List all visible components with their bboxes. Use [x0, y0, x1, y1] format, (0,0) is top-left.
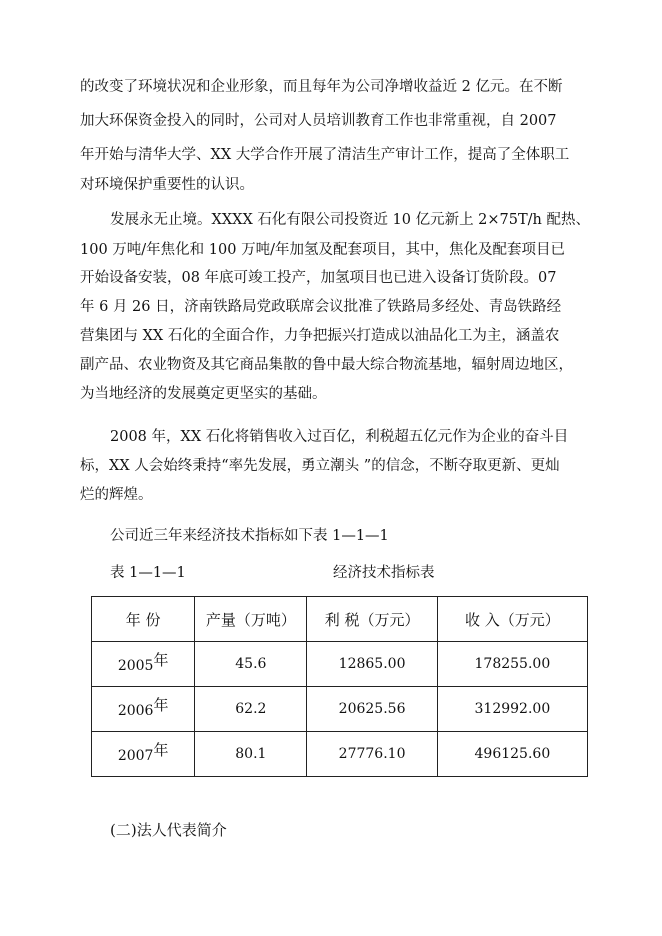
year-value: 2006	[117, 702, 154, 719]
cell-output: 80.1	[195, 732, 307, 777]
cell-income: 312992.00	[437, 687, 587, 732]
paragraph-line: 年 6 月 26 日，济南铁路局党政联席会议批准了铁路局多经处、青岛铁路经	[80, 299, 562, 315]
economic-indicators-table	[91, 596, 588, 777]
paragraph-line: 标，XX 人会始终秉持“率先发展，勇立潮头 ”的信念，不断夺取更新、更灿	[80, 458, 560, 474]
table-title: 经济技术指标表	[333, 565, 435, 581]
cell-income: 178255.00	[437, 642, 587, 687]
cell-tax: 27776.10	[307, 732, 437, 777]
year-suffix: 年	[153, 740, 169, 759]
cell-year	[92, 687, 195, 732]
paragraph-line: 烂的辉煌。	[80, 487, 153, 503]
paragraph-line: 对环境保护重要性的认识。	[80, 177, 254, 193]
paragraph-line: 副产品、农业物资及其它商品集散的鲁中最大综合物流基地，辐射周边地区，	[80, 357, 573, 373]
header-output: 产量（万吨）	[195, 597, 307, 642]
cell-year	[92, 732, 195, 777]
cell-year	[92, 642, 195, 687]
paragraph-line: 为当地经济的发展奠定更坚实的基础。	[80, 386, 327, 402]
paragraph-line: 发展永无止境。XXXX 石化有限公司投资近 10 亿元新上 2×75T/h 配热、	[110, 212, 591, 228]
cell-tax: 12865.00	[307, 642, 437, 687]
paragraph-line: 开始设备安装，08 年底可竣工投产，加氢项目也已进入设备订货阶段。07	[80, 270, 557, 286]
paragraph-line: 年开始与清华大学、XX 大学合作开展了清洁生产审计工作，提高了全体职工	[80, 147, 570, 163]
table-row	[92, 642, 588, 687]
paragraph-line: 2008 年，XX 石化将销售收入过百亿，利税超五亿元作为企业的奋斗目	[110, 429, 569, 445]
section-heading: (二)法人代表简介	[110, 821, 227, 839]
year-suffix: 年	[153, 695, 169, 714]
table-intro-text: 公司近三年来经济技术指标如下表 1—1—1	[110, 528, 389, 544]
header-income: 收 入（万元）	[437, 597, 587, 642]
year-value: 2005	[117, 657, 154, 674]
cell-output: 45.6	[195, 642, 307, 687]
table-row	[92, 687, 588, 732]
cell-tax: 20625.56	[307, 687, 437, 732]
paragraph-line: 100 万吨/年焦化和 100 万吨/年加氢及配套项目，其中，焦化及配套项目已	[80, 242, 565, 258]
paragraph-line: 的改变了环境状况和企业形象，而且每年为公司净增收益近 2 亿元。在不断	[80, 79, 563, 95]
header-year: 年 份	[92, 597, 195, 642]
header-tax: 利 税（万元）	[307, 597, 437, 642]
paragraph-line: 加大环保资金投入的同时，公司对人员培训教育工作也非常重视，自 2007	[80, 113, 557, 129]
cell-income: 496125.60	[437, 732, 587, 777]
cell-output: 62.2	[195, 687, 307, 732]
table-header-row	[92, 597, 588, 642]
table-number-label: 表 1—1—1	[110, 565, 186, 581]
year-value: 2007	[117, 747, 154, 764]
paragraph-line: 营集团与 XX 石化的全面合作，力争把振兴打造成以油品化工为主，涵盖农	[80, 328, 560, 344]
year-suffix: 年	[153, 650, 169, 669]
table-row	[92, 732, 588, 777]
